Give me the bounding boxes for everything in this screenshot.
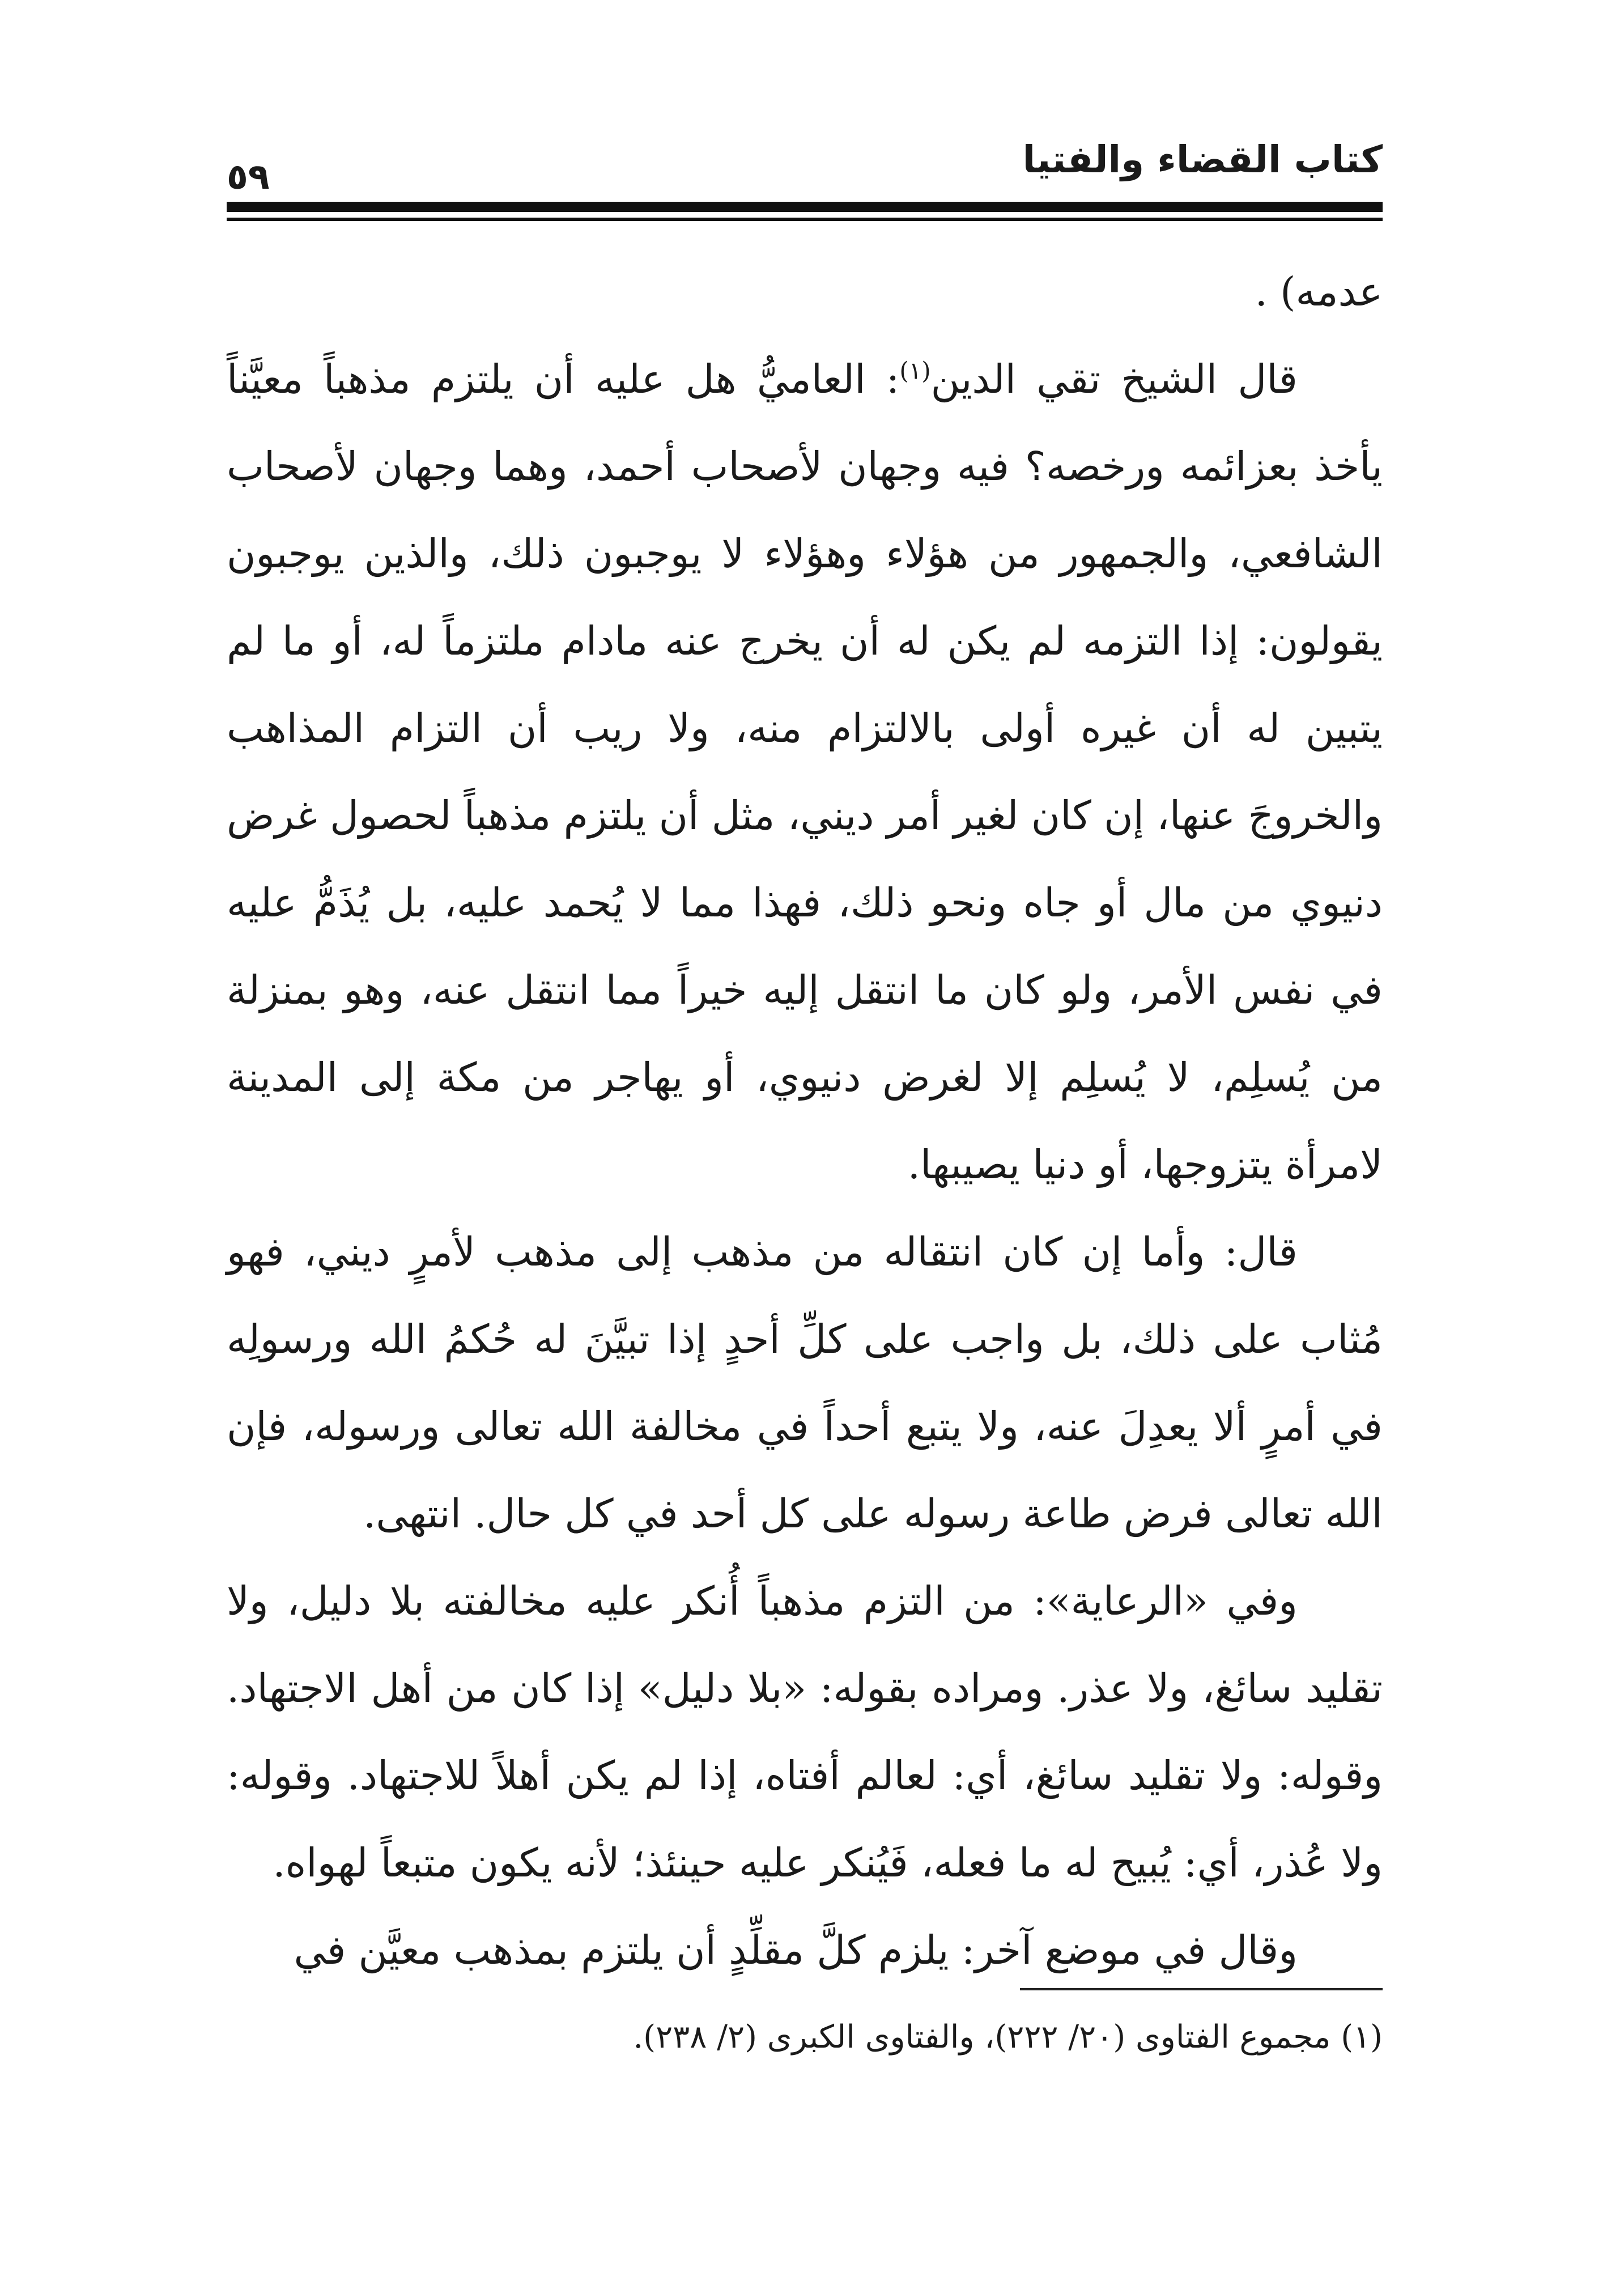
footnote: (١) مجموع الفتاوى (٢٠/ ٢٢٢)، والفتاوى الكبرى (٢/ ٢٣٨). <box>633 2019 1383 2056</box>
footnote-reference: (١) <box>899 356 931 385</box>
paragraph-continuation: عدمه) . <box>1255 269 1383 315</box>
header-rule-thin <box>227 218 1383 221</box>
paragraph-1 <box>227 336 1383 1208</box>
paragraph-2: قال: وأما إن كان انتقاله من مذهب إلى مذهب لأمرٍ ديني، فهو مُثاب على ذلك، بل واجب على كلِّ أحدٍ إذا تبيَّنَ له حُكمُ الله ورسولِه في أمرٍ ألا يعدِلَ عنه، ولا يتبع أحداً في مخالفة الله تعالى ورسوله، فإن الله تعالى فرض طاعة رسوله على كل أحد في كل حال. انتهى. <box>227 1229 1383 1537</box>
paragraph-3: وفي «الرعاية»: من التزم مذهباً أُنكر عليه مخالفته بلا دليل، ولا تقليد سائغ، ولا عذر. ومراده بقوله: «بلا دليل» إذا كان من أهل الاجتهاد. وقوله: ولا تقليد سائغ، أي: لعالم أفتاه، إذا لم يكن أهلاً للاجتهاد. وقوله: ولا عُذر، أي: يُبيح له ما فعله، فَيُنكر عليه حينئذ؛ لأنه يكون متبعاً لهواه. <box>227 1578 1383 1886</box>
paragraph-4: وقال في موضع آخر: يلزم كلَّ مقلِّدٍ أن يلتزم بمذهب معيَّن في <box>294 1927 1298 1973</box>
paragraph-1-rest: : العاميُّ هل عليه أن يلتزم مذهباً معيَّناً يأخذ بعزائمه ورخصه؟ فيه وجهان لأصحاب أحمد، وهما وجهان لأصحاب الشافعي، والجمهور من هؤلاء وهؤلاء لا يوجبون ذلك، والذين يوجبون يقولون: إذا التزمه لم يكن له أن يخرج عنه مادام ملتزماً له، أو ما لم يتبين له أن غيره أولى بالالتزام منه، ولا ريب أن التزام المذاهب والخروجَ عنها، إن كان لغير أمر ديني، مثل أن يلتزم مذهباً لحصول غرض دنيوي من مال أو جاه ونحو ذلك، فهذا مما لا يُحمد عليه، بل يُذَمُّ عليه في نفس الأمر، ولو كان ما انتقل إليه خيراً مما انتقل عنه، وهو بمنزلة من يُسلِم، لا يُسلِم إلا لغرض دنيوي، أو يهاجر من مكة إلى المدينة لامرأة يتزوجها، أو دنيا يصيبها. <box>227 356 1383 1188</box>
running-title: كتاب القضاء والفتيا <box>1022 138 1383 181</box>
page-number: ٥٩ <box>227 156 270 197</box>
page-header <box>227 131 1383 197</box>
main-text <box>227 248 1383 1994</box>
paragraph-1-start: قال الشيخ تقي الدين <box>930 356 1298 402</box>
footnote-divider <box>1020 1988 1383 1990</box>
header-rule-thick <box>227 202 1383 212</box>
